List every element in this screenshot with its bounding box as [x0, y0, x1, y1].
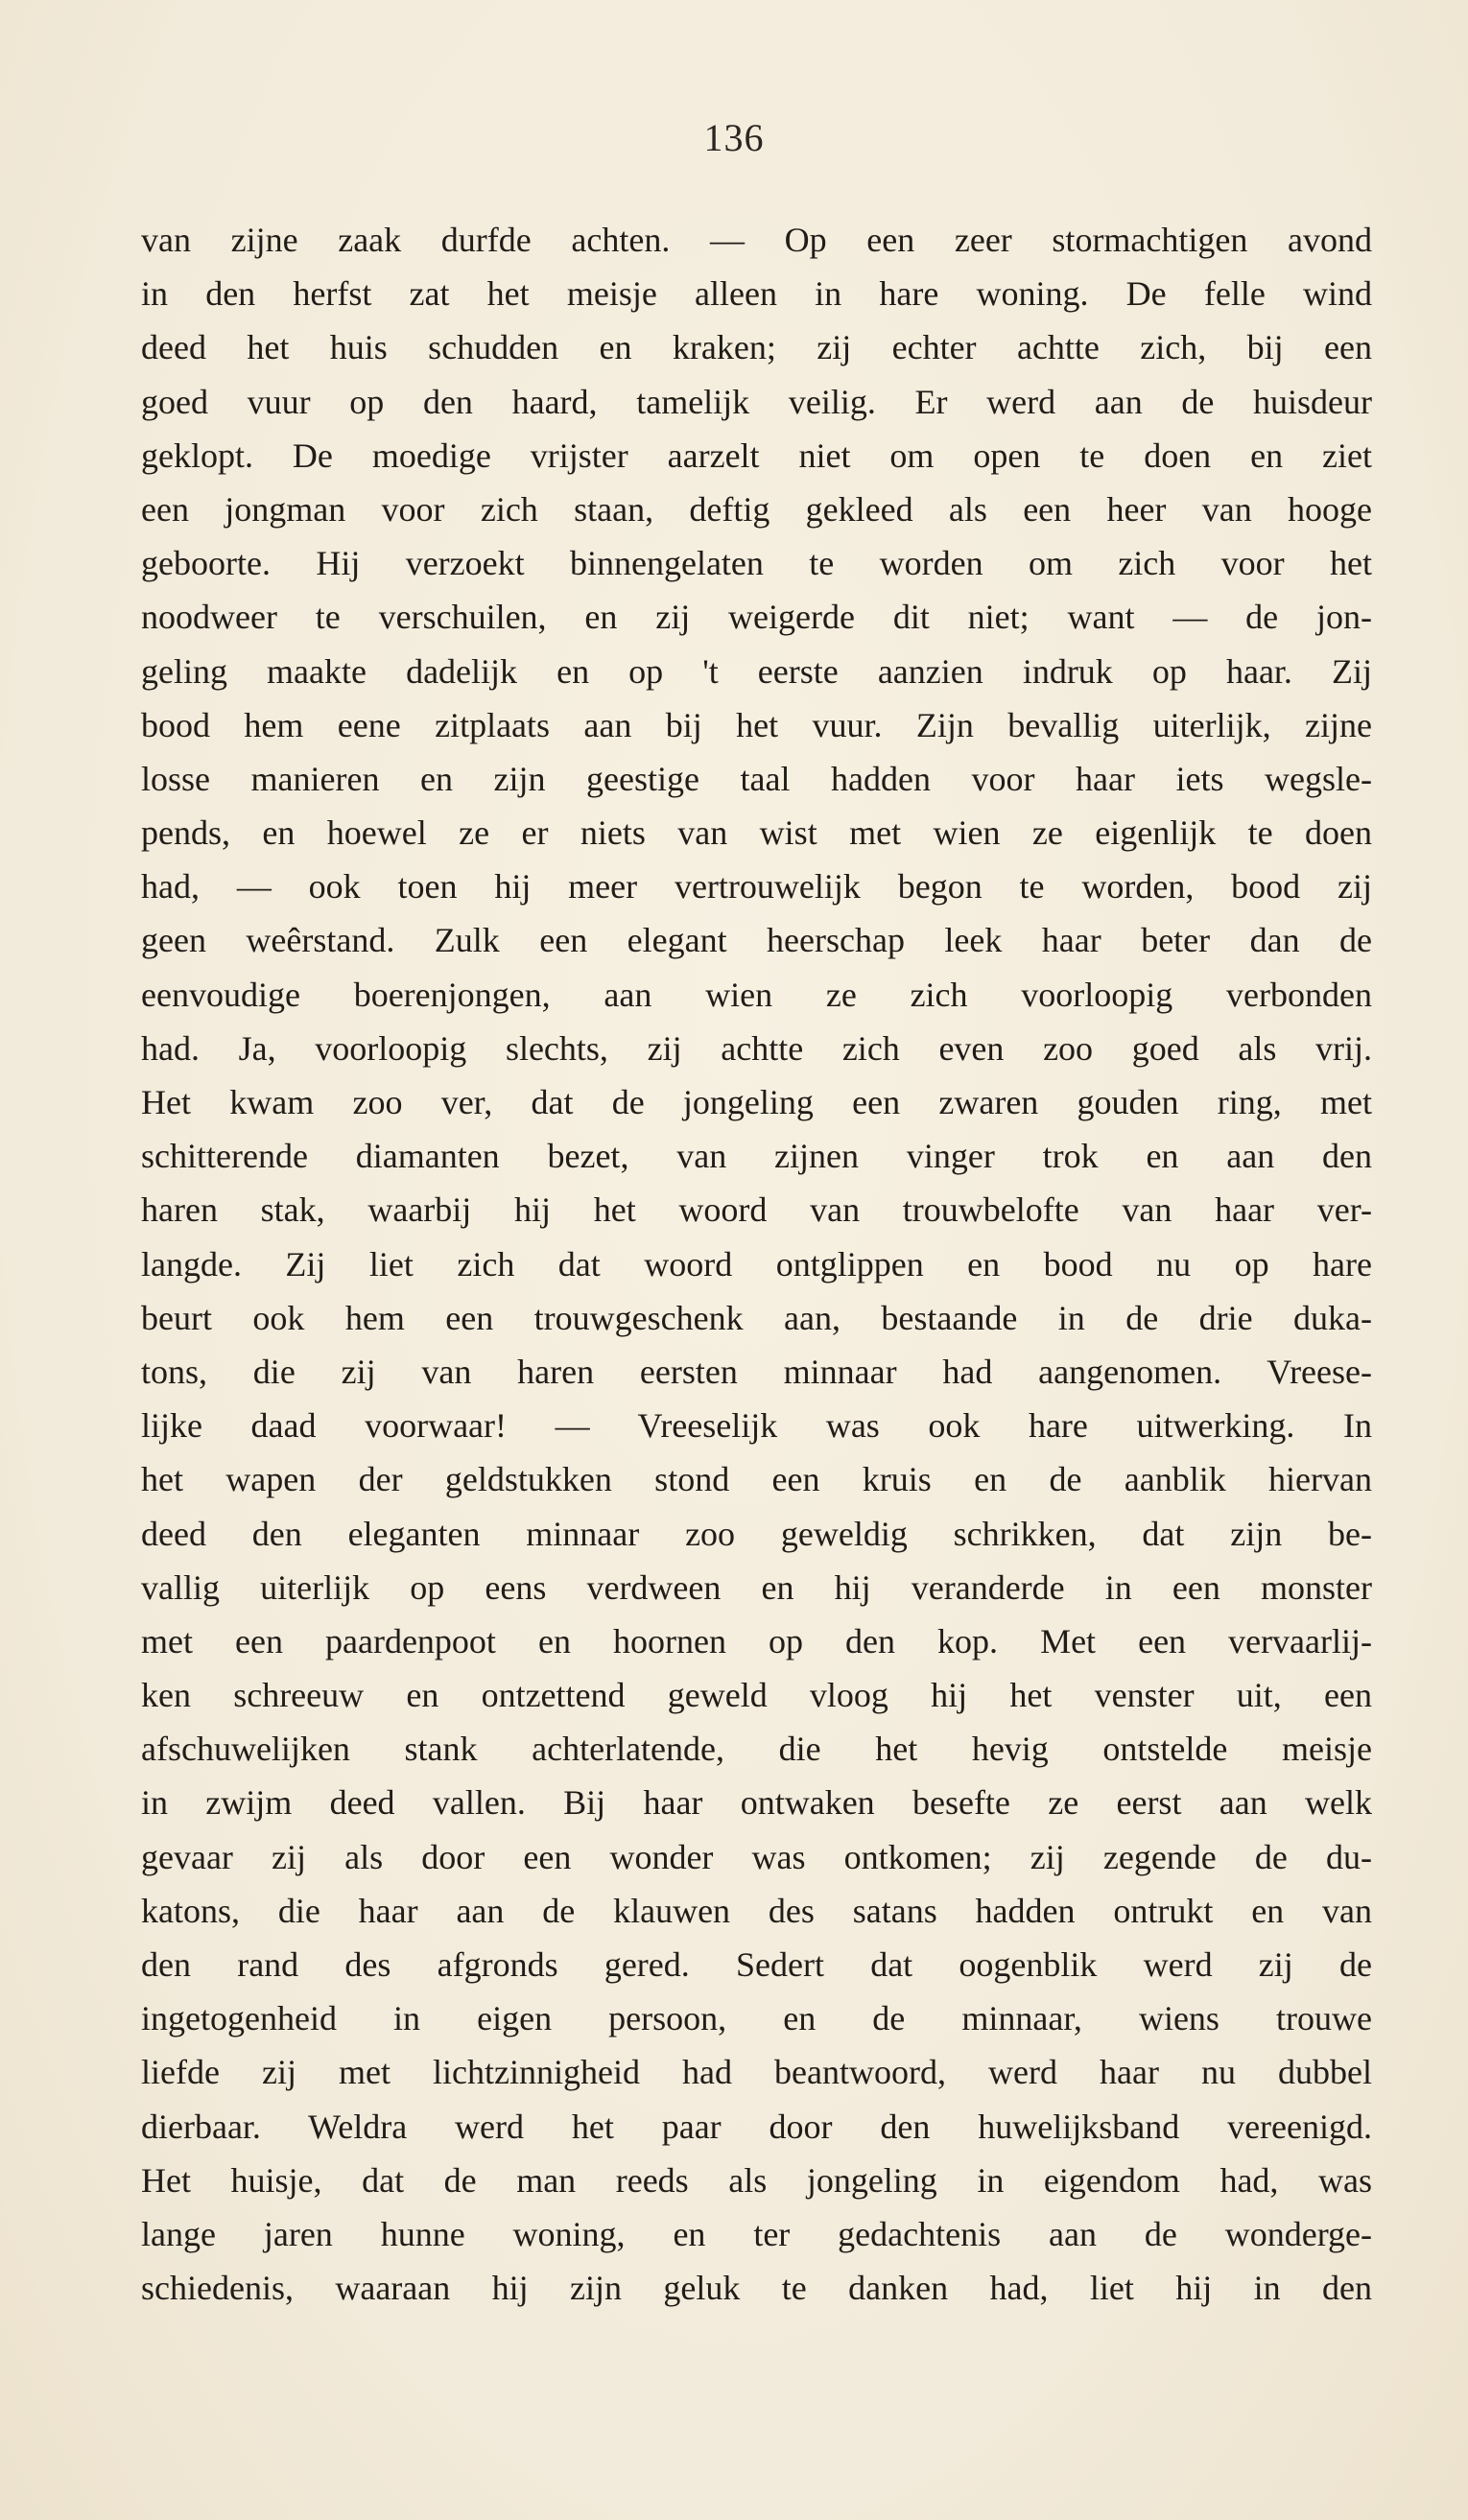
text-line: schitterende diamanten bezet, van zijnen vinger trok en aan den: [141, 1137, 1372, 1176]
text-line: gevaar zij als door een wonder was ontkomen; zij zegende de du-: [141, 1837, 1372, 1876]
text-line: van zijne zaak durfde achten. — Op een zeer stormachtigen avond: [141, 221, 1372, 259]
text-line: met een paardenpoot en hoornen op den kop. Met een vervaarlij-: [141, 1621, 1372, 1660]
text-line: het wapen der geldstukken stond een kruis en de aanblik hiervan: [141, 1460, 1372, 1499]
text-line: geling maakte dadelijk en op 't eerste aanzien indruk op haar. Zij: [141, 651, 1372, 691]
text-line: tons, die zij van haren eersten minnaar had aangenomen. Vreese-: [141, 1352, 1372, 1391]
text-line: Het kwam zoo ver, dat de jongeling een zwaren gouden ring, met: [141, 1083, 1372, 1121]
text-line: beurt ook hem een trouwgeschenk aan, bestaande in de drie duka-: [141, 1298, 1372, 1337]
text-line: losse manieren en zijn geestige taal hadden voor haar iets wegsle-: [141, 759, 1372, 798]
text-line: deed den eleganten minnaar zoo geweldig schrikken, dat zijn be-: [141, 1514, 1372, 1553]
text-line: geen weêrstand. Zulk een elegant heerschap leek haar beter dan de: [141, 921, 1372, 960]
text-line: langde. Zij liet zich dat woord ontglippen en bood nu op hare: [141, 1244, 1372, 1284]
text-line: afschuwelijken stank achterlatende, die het hevig ontstelde meisje: [141, 1730, 1372, 1769]
text-line: deed het huis schudden en kraken; zij echter achtte zich, bij een: [141, 328, 1372, 367]
text-line: in den herfst zat het meisje alleen in hare woning. De felle wind: [141, 274, 1372, 314]
page-number: 136: [703, 116, 765, 159]
text-line: dierbaar. Weldra werd het paar door den huwelijksband vereenigd.: [141, 2107, 1372, 2146]
text-line: geboorte. Hij verzoekt binnengelaten te worden om zich voor het: [141, 544, 1372, 583]
body-text: [141, 213, 1372, 2315]
text-line: liefde zij met lichtzinnigheid had beantwoord, werd haar nu dubbel: [141, 2053, 1372, 2092]
text-line: den rand des afgronds gered. Sedert dat oogenblik werd zij de: [141, 1945, 1372, 1984]
text-line: had. Ja, voorloopig slechts, zij achtte zich even zoo goed als vrij.: [141, 1028, 1372, 1068]
text-line: pends, en hoewel ze er niets van wist met wien ze eigenlijk te doen: [141, 813, 1372, 853]
text-line: ingetogenheid in eigen persoon, en de minnaar, wiens trouwe: [141, 1999, 1372, 2038]
text-line: vallig uiterlijk op eens verdween en hij veranderde in een monster: [141, 1567, 1372, 1607]
text-line: geklopt. De moedige vrijster aarzelt niet om open te doen en ziet: [141, 436, 1372, 475]
text-line: katons, die haar aan de klauwen des satans hadden ontrukt en van: [141, 1891, 1372, 1930]
text-line: Het huisje, dat de man reeds als jongeling in eigendom had, was: [141, 2160, 1372, 2200]
text-line: had, — ook toen hij meer vertrouwelijk begon te worden, bood zij: [141, 867, 1372, 907]
text-line: een jongman voor zich staan, deftig gekleed als een heer van hooge: [141, 489, 1372, 529]
text-line: haren stak, waarbij hij het woord van trouwbelofte van haar ver-: [141, 1190, 1372, 1230]
text-line: noodweer te verschuilen, en zij weigerde dit niet; want — de jon-: [141, 598, 1372, 637]
text-line: eenvoudige boerenjongen, aan wien ze zich voorloopig verbonden: [141, 975, 1372, 1014]
text-line: lange jaren hunne woning, en ter gedachtenis aan de wonderge-: [141, 2214, 1372, 2253]
text-line: bood hem eene zitplaats aan bij het vuur. Zijn bevallig uiterlijk, zijne: [141, 705, 1372, 744]
text-line: schiedenis, waaraan hij zijn geluk te danken had, liet hij in den: [141, 2269, 1372, 2308]
text-line: ken schreeuw en ontzettend geweld vloog hij het venster uit, een: [141, 1676, 1372, 1715]
text-line: in zwijm deed vallen. Bij haar ontwaken besefte ze eerst aan welk: [141, 1783, 1372, 1823]
text-line: goed vuur op den haard, tamelijk veilig. Er werd aan de huisdeur: [141, 382, 1372, 421]
text-line: lijke daad voorwaar! — Vreeselijk was ook hare uitwerking. In: [141, 1406, 1372, 1446]
